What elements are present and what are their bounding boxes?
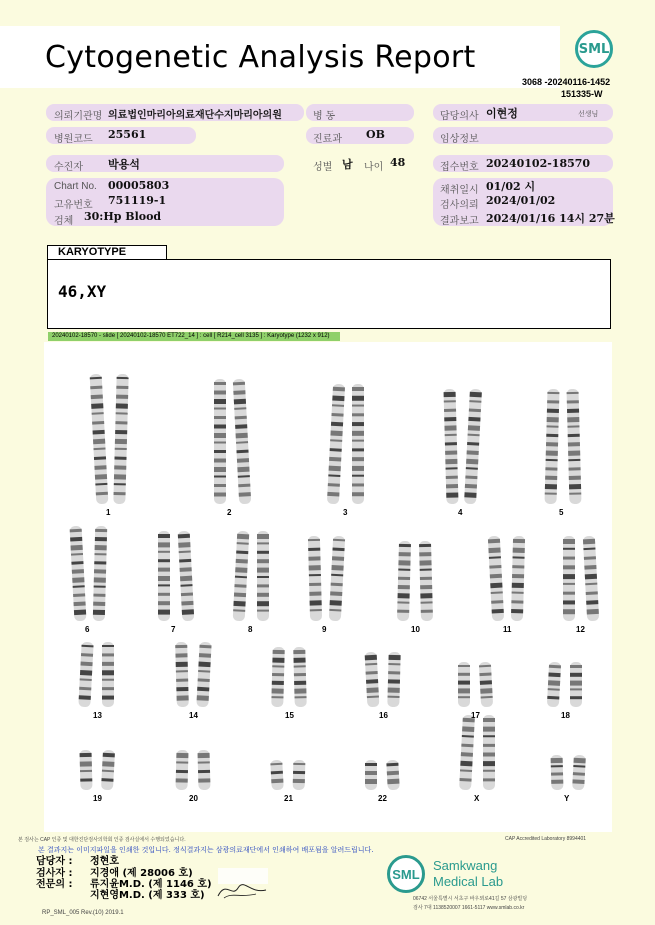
chromosome-4-2 — [464, 389, 482, 504]
chromosome-1-2 — [113, 374, 128, 504]
doctor-label: 담당의사 — [440, 111, 479, 122]
chromosome-9-2 — [329, 536, 345, 622]
clinical-info-label: 임상정보 — [440, 134, 479, 145]
chromosome-label-16: 16 — [379, 711, 388, 720]
karyotype-tab: KARYOTYPE — [47, 245, 167, 259]
chromosome-6-2 — [93, 526, 107, 621]
report-label: 결과보고 — [440, 216, 479, 227]
chromosome-Y-2 — [572, 755, 586, 791]
specimen-value: 30:Hp Blood — [84, 210, 162, 223]
chromosome-2-1 — [214, 379, 226, 504]
institution-label: 의뢰기관명 — [54, 111, 103, 122]
chart-value: 00005803 — [108, 179, 170, 192]
footer-logo-text: SML — [392, 866, 420, 882]
company-contact: 검사 7대 1138520007 1661-5117 www.smlab.co.kr — [413, 905, 525, 911]
sex-value: 남 — [342, 158, 353, 171]
unique-value: 751119-1 — [108, 194, 167, 207]
doctor-value: 이현정 — [486, 107, 518, 120]
chromosome-18-1 — [547, 662, 561, 708]
age-value: 48 — [390, 156, 406, 169]
specialist-label: 전문의 : — [36, 879, 73, 890]
reference-number: 3068 -20240116-1452 — [522, 77, 611, 87]
chromosome-12-1 — [563, 536, 575, 621]
karyotype-box — [47, 259, 611, 329]
chromosome-22-2 — [386, 760, 400, 791]
collect-value: 01/02 시 — [486, 180, 536, 193]
chromosome-10-1 — [397, 541, 411, 621]
chromosome-21-1 — [270, 760, 284, 791]
chromosome-22-1 — [365, 760, 377, 790]
image-caption: 20240102-18570 - slide [ 20240102-18570 ET722_14 ] : cell [ R214_cell 3135 ] : Karyotype (1232 x 912) — [48, 332, 340, 341]
chromosome-label-14: 14 — [189, 711, 198, 720]
chromosome-X-2 — [483, 715, 495, 790]
receipt-value: 20240102-18570 — [486, 157, 591, 170]
chromosome-2-2 — [233, 379, 252, 504]
chromosome-3-1 — [327, 384, 345, 504]
chromosome-7-1 — [158, 531, 170, 621]
chromosome-6-1 — [70, 526, 87, 621]
chromosome-label-15: 15 — [285, 711, 294, 720]
unique-label: 고유번호 — [54, 200, 93, 211]
chromosome-11-1 — [488, 536, 504, 622]
company-name-line2: Medical Lab — [433, 874, 504, 889]
chart-label: Chart No. — [54, 181, 97, 192]
chromosome-17-1 — [458, 662, 470, 707]
hospital-code-label: 병원코드 — [54, 134, 93, 145]
chromosome-label-13: 13 — [93, 711, 102, 720]
staff-value: 정현호 — [90, 856, 119, 867]
request-label: 검사의뢰 — [440, 200, 479, 211]
chromosome-3-2 — [352, 384, 364, 504]
chromosome-11-2 — [511, 536, 525, 621]
chromosome-15-1 — [271, 647, 285, 707]
age-label: 나이 — [364, 162, 384, 173]
chromosome-label-4: 4 — [458, 508, 463, 517]
signature-image — [210, 868, 270, 902]
tester-label: 검사자 : — [36, 868, 73, 879]
chromosome-5-2 — [566, 389, 581, 504]
chromosome-label-20: 20 — [189, 794, 198, 803]
receipt-label: 접수번호 — [440, 162, 479, 173]
chromosome-4-1 — [443, 389, 458, 504]
chromosome-label-7: 7 — [171, 625, 176, 634]
chromosome-9-1 — [308, 536, 322, 621]
chromosome-label-12: 12 — [576, 625, 585, 634]
chromosome-X-1 — [459, 715, 475, 791]
chromosome-label-17: 17 — [471, 711, 480, 720]
chromosome-18-2 — [570, 662, 582, 707]
specialist-value-1: 류지윤M.D. (제 1146 호) — [90, 879, 212, 890]
specimen-label: 검체 — [54, 216, 74, 227]
institution-value: 의료법인마리아의료재단수지마리아의원 — [108, 110, 282, 121]
chromosome-label-5: 5 — [559, 508, 564, 517]
dept-value: OB — [366, 128, 385, 141]
chromosome-19-1 — [79, 750, 92, 790]
report-value: 2024/01/16 14시 27분 — [486, 212, 615, 225]
chromosome-label-22: 22 — [378, 794, 387, 803]
chromosome-19-2 — [101, 750, 115, 791]
chromosome-label-21: 21 — [284, 794, 293, 803]
karyogram-svg — [44, 342, 612, 832]
patient-label: 수진자 — [54, 162, 83, 173]
chromosome-13-1 — [78, 642, 93, 708]
chromosome-10-2 — [419, 541, 433, 621]
chromosome-label-3: 3 — [343, 508, 348, 517]
report-title: Cytogenetic Analysis Report — [45, 40, 476, 75]
chromosome-7-2 — [178, 531, 195, 622]
chromosome-20-2 — [197, 750, 210, 790]
chromosome-20-1 — [175, 750, 188, 790]
chromosome-14-1 — [175, 642, 189, 707]
specialist-value-2: 지현영M.D. (제 333 호) — [90, 890, 205, 901]
chromosome-label-2: 2 — [227, 508, 232, 517]
chromosome-1-1 — [90, 374, 109, 504]
chromosome-8-1 — [233, 531, 250, 622]
tester-value: 지경애 (제 28006 호) — [90, 868, 193, 879]
chromosome-label-18: 18 — [561, 711, 570, 720]
chromosome-label-9: 9 — [322, 625, 327, 634]
cap-accreditation: CAP Accredited Laboratory 8994401 — [505, 836, 587, 842]
chromosome-17-2 — [479, 662, 493, 708]
form-code: RP_SML_005 Rev.(10) 2019.1 — [42, 910, 124, 916]
cap-notice: 본 검사는 CAP 인증 및 대한진단검사의학회 인증 검사실에서 수행되었습니다. — [18, 837, 186, 843]
request-value: 2024/01/02 — [486, 194, 556, 207]
staff-label: 담당자 : — [36, 856, 73, 867]
chromosome-16-2 — [387, 652, 400, 707]
collect-label: 채취일시 — [440, 185, 479, 196]
chromosome-13-2 — [102, 642, 114, 707]
logo-text: SML — [578, 41, 610, 57]
chromosome-15-2 — [293, 647, 307, 707]
chromosome-label-Y: Y — [564, 794, 570, 803]
sex-label: 성별 — [313, 162, 333, 173]
dept-label: 진료과 — [313, 134, 342, 145]
doctor-suffix: 선생님 — [578, 111, 599, 118]
company-name-line1: Samkwang — [433, 858, 498, 873]
sml-logo — [575, 30, 613, 68]
chromosome-label-19: 19 — [93, 794, 102, 803]
hospital-code-value: 25561 — [108, 128, 147, 141]
chromosome-14-2 — [196, 642, 211, 708]
chromosome-label-8: 8 — [248, 625, 253, 634]
chromosome-label-11: 11 — [503, 625, 512, 634]
chromosome-label-6: 6 — [85, 625, 90, 634]
chromosome-label-1: 1 — [106, 508, 111, 517]
chromosome-5-1 — [544, 389, 559, 504]
karyotype-value: 46,XY — [58, 282, 107, 301]
reference-suffix: 151335-W — [561, 89, 603, 99]
chromosome-12-2 — [583, 536, 599, 622]
karyogram-image — [44, 342, 612, 832]
chromosome-label-10: 10 — [411, 625, 420, 634]
company-address: 06742 서울특별시 서초구 바우뫼로41길 57 삼광빌딩 — [413, 896, 528, 902]
print-notice: 본 결과지는 이미지파일을 인쇄한 것입니다. 정식결과지는 삼광의료재단에서 인쇄하여 배포됨을 알려드립니다. — [38, 846, 374, 854]
chromosome-label-X: X — [474, 794, 480, 803]
sml-footer-logo — [387, 855, 425, 893]
chromosome-Y-1 — [551, 755, 564, 790]
patient-value: 박용석 — [108, 158, 140, 171]
chromosome-8-2 — [257, 531, 269, 621]
chromosome-21-2 — [293, 760, 306, 790]
ward-label: 병 동 — [313, 111, 336, 122]
chromosome-16-1 — [365, 652, 380, 708]
